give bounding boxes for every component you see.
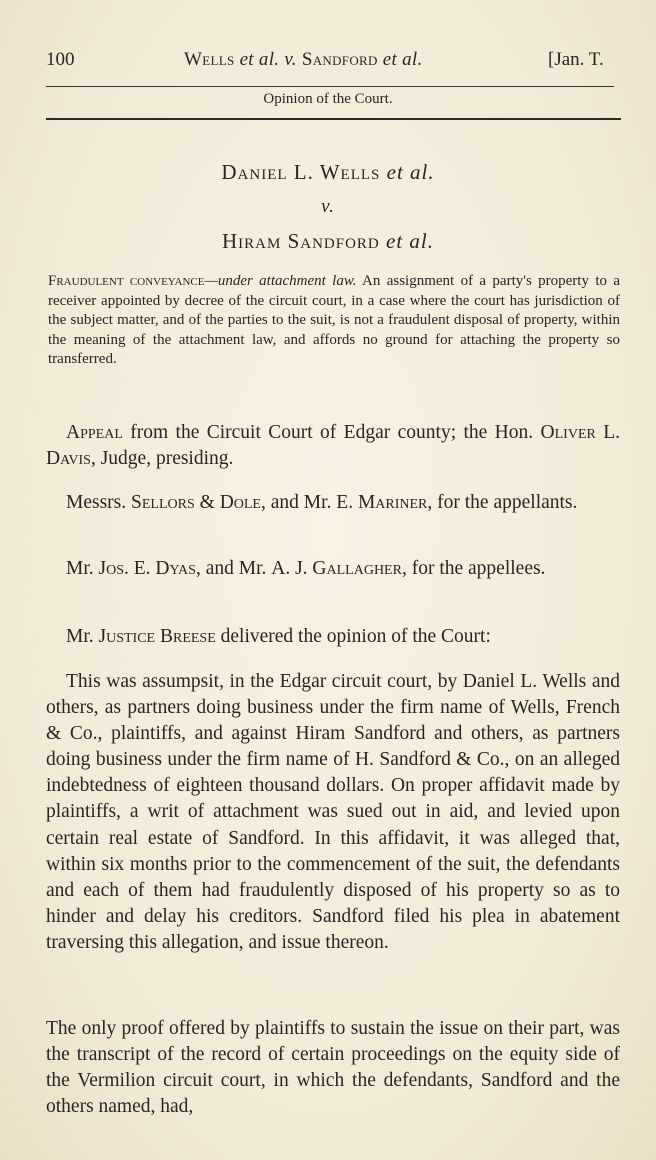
opinion-paragraph: The only proof offered by plaintiffs to sustain the issue on their part, was the transcript of the record of certain proceedings on the equity side of the Vermilion circuit court, in which the defendants, Sandford and the others named, had, bbox=[46, 1018, 620, 1118]
counsel-name: Sellors bbox=[131, 492, 195, 513]
counsel-name: Dole bbox=[219, 492, 261, 513]
section-subheading: Opinion of the Court. bbox=[263, 91, 393, 107]
case-caption-plaintiff bbox=[0, 160, 656, 185]
defendant-et-al: et al. bbox=[386, 229, 435, 253]
title-et-al: et al. bbox=[382, 49, 423, 70]
plaintiff-name: Daniel L. Wells bbox=[221, 160, 381, 184]
header-rule bbox=[46, 86, 614, 87]
title-et-al: et al. bbox=[239, 49, 280, 70]
opinion-delivered-line: Mr. Justice Breese delivered the opinion of the Court: bbox=[66, 626, 491, 647]
running-header bbox=[46, 46, 626, 76]
plaintiff-et-al: et al. bbox=[386, 160, 435, 184]
title-plaintiff: Wells bbox=[184, 49, 235, 70]
justice-name: Justice Breese bbox=[98, 626, 216, 647]
term-label: [Jan. T. bbox=[548, 49, 604, 70]
title-versus: v. bbox=[284, 49, 297, 70]
headnote-topic: Fraudulent conveyance bbox=[48, 273, 205, 289]
counsel-name: E. Mariner bbox=[336, 492, 428, 513]
case-caption-versus: v. bbox=[321, 196, 335, 217]
appeal-lead: Appeal bbox=[66, 422, 123, 443]
counsel-name: A. J. Gallagher bbox=[271, 558, 402, 579]
subheading-rule bbox=[46, 118, 621, 120]
counsel-appellees: Mr. Jos. E. Dyas, and Mr. A. J. Gallagher, for the appellees. bbox=[66, 558, 546, 579]
headnote-subtopic: —under attachment law. bbox=[204, 273, 357, 289]
running-title bbox=[184, 49, 423, 71]
headnote bbox=[48, 272, 620, 370]
opinion-paragraph: This was assumpsit, in the Edgar circuit court, by Daniel L. Wells and others, as partners doing business under the firm name of Wells, French & Co., plaintiffs, and against Hiram Sandford and others, as partners doing business under the firm name of H. Sandford & Co., on an alleged indebtedness of eighteen thousand dollars. On proper affidavit made by plaintiffs, a writ of attachment was sued out in aid, and levied upon certain real estate of Sandford. In this affidavit, it was alleged that, within six months prior to the commencement of the suit, the defendants and each of them had fraudulently disposed of his property so as to hinder and delay his creditors. Sandford filed his plea in abatement traversing this allegation, and issue thereon. bbox=[46, 671, 620, 953]
appeal-line: Appeal from the Circuit Court of Edgar county; the Hon. Oliver L. Davis, Judge, presiding. bbox=[46, 422, 620, 469]
page-number: 100 bbox=[46, 49, 75, 70]
defendant-name: Hiram Sandford bbox=[221, 229, 380, 253]
judge-name: Oliver L. Davis bbox=[46, 422, 620, 469]
title-defendant: Sandford bbox=[301, 49, 378, 70]
counsel-name: Jos. E. Dyas bbox=[98, 558, 196, 579]
counsel-appellants: Messrs. Sellors & Dole, and Mr. E. Mariner, for the appellants. bbox=[66, 492, 578, 513]
headnote-text: An assignment of a party's property to a receiver appointed by decree of the circuit court, in a case where the court has jurisdiction of the subject matter, and of the parties to the suit, is not a fraudulent disposal of property, within the meaning of the attachment law, and affords no ground for attaching the property so transferred. bbox=[48, 273, 621, 368]
case-caption-defendant bbox=[0, 229, 656, 254]
